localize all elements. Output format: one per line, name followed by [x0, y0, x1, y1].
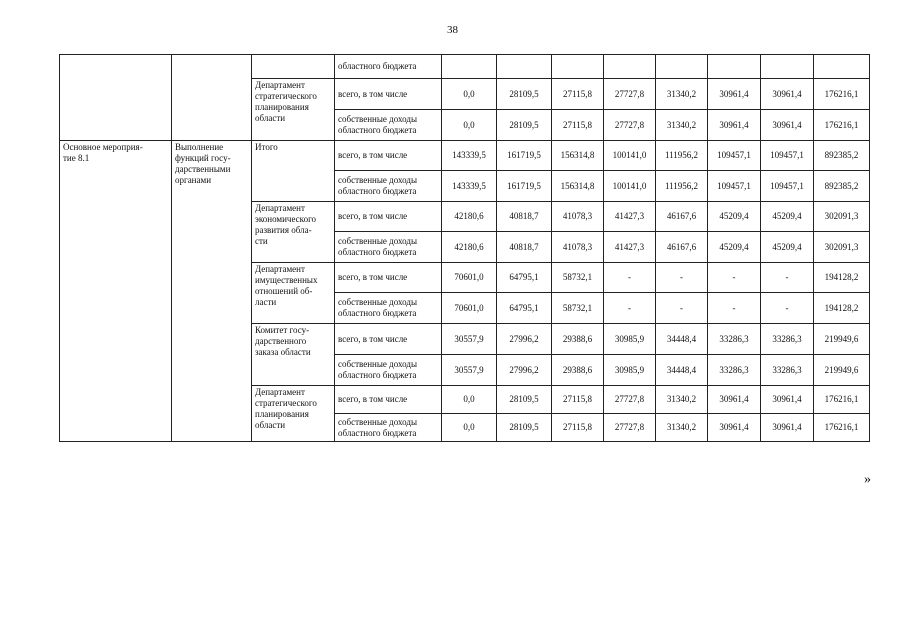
value-cell: -: [708, 293, 761, 324]
value-cell: 45209,4: [708, 232, 761, 263]
value-cell: -: [656, 263, 708, 293]
value-cell: 0,0: [442, 79, 497, 110]
value-cell: 58732,1: [552, 263, 604, 293]
value-cell: 30961,4: [761, 414, 814, 442]
value-cell: 111956,2: [656, 141, 708, 171]
value-cell: 30961,4: [761, 386, 814, 414]
closing-quote: »: [864, 472, 871, 487]
value-cell: 27727,8: [604, 110, 656, 141]
value-cell: 0,0: [442, 414, 497, 442]
value-cell: 194128,2: [814, 293, 870, 324]
value-cell: 27115,8: [552, 414, 604, 442]
value-cell: 41078,3: [552, 202, 604, 232]
value-cell: 30961,4: [708, 414, 761, 442]
value-cell: 41427,3: [604, 202, 656, 232]
org-cell: Департамент имущественных отношений об- ласти: [252, 263, 335, 324]
table-body: [60, 55, 870, 442]
measure-description-cell: Выполнение функций госу- дарственными органами: [172, 141, 252, 442]
value-cell: 30961,4: [761, 79, 814, 110]
value-cell: 27115,8: [552, 110, 604, 141]
source-type-cell: собственные доходы областного бюджета: [335, 414, 442, 442]
value-cell: 109457,1: [761, 171, 814, 202]
value-cell: 31340,2: [656, 79, 708, 110]
value-cell: 143339,5: [442, 171, 497, 202]
value-cell: 33286,3: [761, 324, 814, 355]
value-cell: 111956,2: [656, 171, 708, 202]
budget-table: [59, 54, 870, 442]
value-cell: 0,0: [442, 386, 497, 414]
table-row: [60, 141, 870, 171]
value-cell: 33286,3: [761, 355, 814, 386]
value-cell: 30961,4: [761, 110, 814, 141]
value-cell: 30961,4: [708, 79, 761, 110]
value-cell: 33286,3: [708, 324, 761, 355]
source-type-cell: всего, в том числе: [335, 79, 442, 110]
measure-name-cell: Основное мероприя- тие 8.1: [60, 141, 172, 442]
value-cell: 143339,5: [442, 141, 497, 171]
value-cell: 34448,4: [656, 355, 708, 386]
org-cell: [252, 55, 335, 79]
value-cell: 194128,2: [814, 263, 870, 293]
value-cell: 41427,3: [604, 232, 656, 263]
value-cell: 0,0: [442, 110, 497, 141]
value-cell: -: [656, 293, 708, 324]
value-cell: 161719,5: [497, 171, 552, 202]
value-cell: 27727,8: [604, 386, 656, 414]
table-row: [60, 55, 870, 79]
value-cell: 219949,6: [814, 355, 870, 386]
value-cell: 27996,2: [497, 355, 552, 386]
value-cell: 100141,0: [604, 141, 656, 171]
source-type-cell: всего, в том числе: [335, 324, 442, 355]
value-cell: 29388,6: [552, 324, 604, 355]
value-cell: 40818,7: [497, 232, 552, 263]
org-cell: Комитет госу- дарственного заказа области: [252, 324, 335, 386]
value-cell: 27727,8: [604, 414, 656, 442]
description-cell: [172, 55, 252, 141]
source-type-cell: всего, в том числе: [335, 141, 442, 171]
value-cell: 156314,8: [552, 171, 604, 202]
source-type-cell: всего, в том числе: [335, 263, 442, 293]
value-cell: 34448,4: [656, 324, 708, 355]
value-cell: 176216,1: [814, 414, 870, 442]
value-cell: 40818,7: [497, 202, 552, 232]
source-type-cell: собственные доходы областного бюджета: [335, 355, 442, 386]
value-cell: 31340,2: [656, 110, 708, 141]
value-cell: 30985,9: [604, 324, 656, 355]
value-cell: 27996,2: [497, 324, 552, 355]
value-cell: 892385,2: [814, 171, 870, 202]
value-cell: 30985,9: [604, 355, 656, 386]
value-cell: 161719,5: [497, 141, 552, 171]
value-cell: 219949,6: [814, 324, 870, 355]
org-cell: Департамент экономического развития обла- сти: [252, 202, 335, 263]
page-number: 38: [447, 24, 458, 36]
value-cell: 176216,1: [814, 110, 870, 141]
value-cell: 28109,5: [497, 110, 552, 141]
value-cell: 64795,1: [497, 293, 552, 324]
value-cell: 30557,9: [442, 355, 497, 386]
value-cell: 45209,4: [761, 202, 814, 232]
value-cell: 45209,4: [761, 232, 814, 263]
source-type-cell: собственные доходы областного бюджета: [335, 171, 442, 202]
measure-cell: [60, 55, 172, 141]
value-cell: 109457,1: [708, 141, 761, 171]
value-cell: 41078,3: [552, 232, 604, 263]
source-type-cell: собственные доходы областного бюджета: [335, 293, 442, 324]
source-type-cell: всего, в том числе: [335, 386, 442, 414]
value-cell: -: [761, 263, 814, 293]
value-cell: 42180,6: [442, 202, 497, 232]
value-cell: 70601,0: [442, 263, 497, 293]
value-cell: 30961,4: [708, 386, 761, 414]
value-cell: 31340,2: [656, 386, 708, 414]
source-type-cell: всего, в том числе: [335, 202, 442, 232]
org-cell: Департамент стратегического планирования области: [252, 386, 335, 442]
value-cell: -: [708, 263, 761, 293]
source-type-cell: собственные доходы областного бюджета: [335, 110, 442, 141]
value-cell: 30557,9: [442, 324, 497, 355]
value-cell: 58732,1: [552, 293, 604, 324]
value-cell: 109457,1: [761, 141, 814, 171]
value-cell: 31340,2: [656, 414, 708, 442]
value-cell: -: [604, 263, 656, 293]
value-cell: 30961,4: [708, 110, 761, 141]
value-cell: -: [761, 293, 814, 324]
value-cell: 64795,1: [497, 263, 552, 293]
value-cell: 109457,1: [708, 171, 761, 202]
value-cell: 302091,3: [814, 232, 870, 263]
value-cell: 892385,2: [814, 141, 870, 171]
value-cell: 45209,4: [708, 202, 761, 232]
value-cell: 33286,3: [708, 355, 761, 386]
value-cell: 27727,8: [604, 79, 656, 110]
value-cell: 176216,1: [814, 386, 870, 414]
value-cell: 70601,0: [442, 293, 497, 324]
source-type-cell: собственные доходы областного бюджета: [335, 232, 442, 263]
value-cell: 27115,8: [552, 386, 604, 414]
value-cell: 28109,5: [497, 386, 552, 414]
value-cell: 100141,0: [604, 171, 656, 202]
value-cell: 302091,3: [814, 202, 870, 232]
value-cell: 156314,8: [552, 141, 604, 171]
org-cell: Итого: [252, 141, 335, 202]
value-cell: 176216,1: [814, 79, 870, 110]
source-label-cell: областного бюджета: [335, 55, 442, 79]
value-cell: 28109,5: [497, 79, 552, 110]
value-cell: 46167,6: [656, 232, 708, 263]
value-cell: -: [604, 293, 656, 324]
value-cell: 46167,6: [656, 202, 708, 232]
value-cell: 42180,6: [442, 232, 497, 263]
value-cell: 29388,6: [552, 355, 604, 386]
value-cell: 27115,8: [552, 79, 604, 110]
value-cell: 28109,5: [497, 414, 552, 442]
org-cell: Департамент стратегического планирования области: [252, 79, 335, 141]
